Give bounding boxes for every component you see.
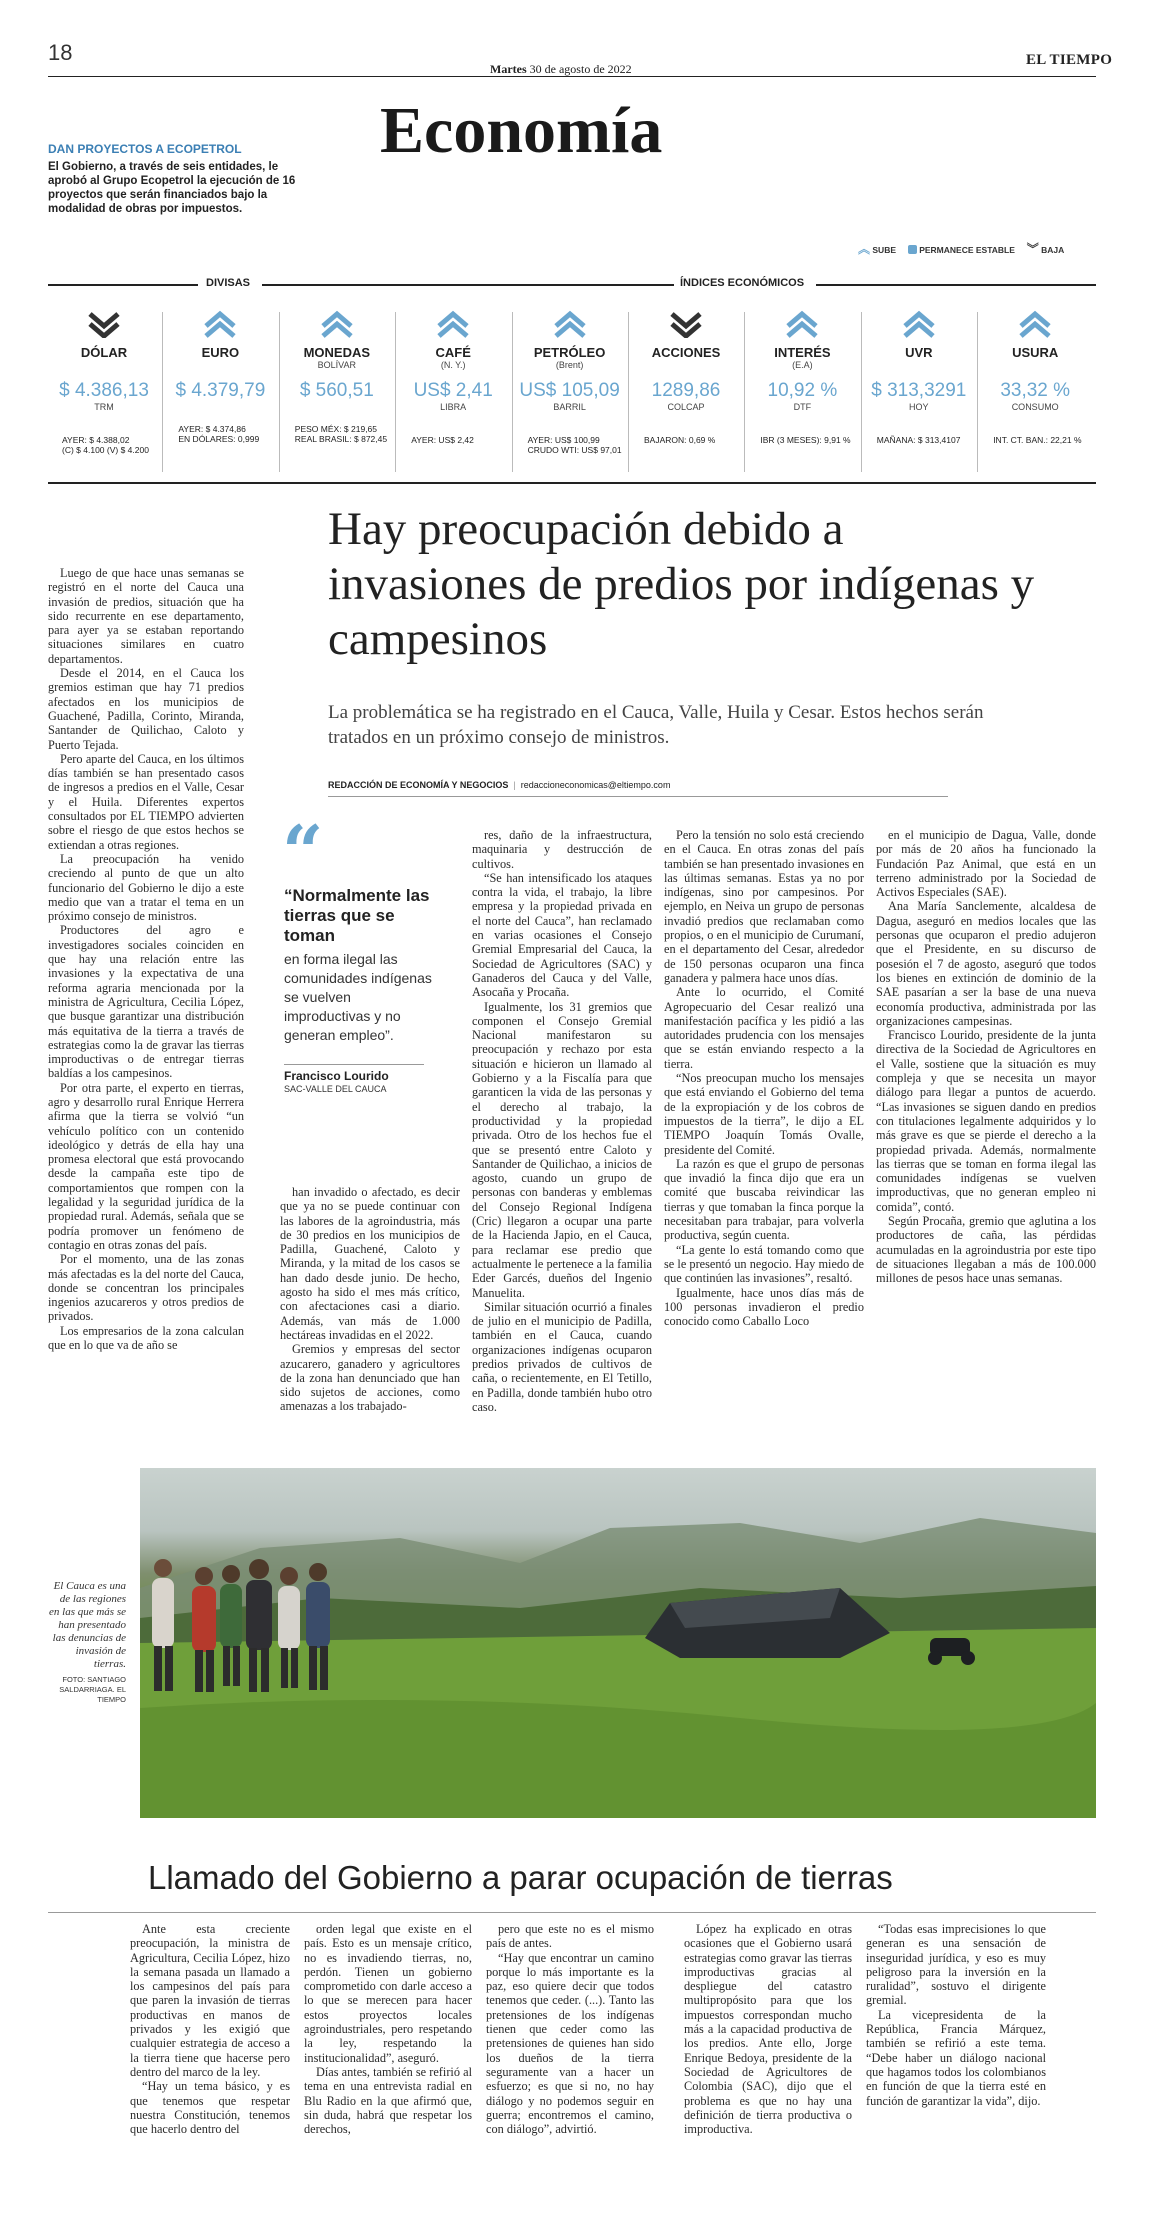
byline-separator: | bbox=[510, 780, 519, 790]
indicator-footnote-2: (C) $ 4.100 (V) $ 4.200 bbox=[62, 445, 149, 455]
indicator-footnote-1: AYER: US$ 2,42 bbox=[411, 435, 474, 445]
trend-down-icon bbox=[87, 310, 121, 338]
indicator-footnote bbox=[397, 435, 509, 445]
indicator-footnote-1: INT. CT. BAN.: 22,21 % bbox=[993, 435, 1082, 445]
up-legend-icon: ︽ bbox=[858, 242, 871, 256]
paragraph: Por otra parte, el experto en tierras, agro y desarrollo rural Enrique Herrera afirma que la tierra se volvió “un vehículo político con un contenido ideológico y detrás de ella hay una promesa electoral que está provocando desde la campaña este tipo de comportamientos que rompen con la legalidad y la seguridad jurídica de la propiedad rural. Además, señala que se podría promover un fenómeno de contagio en otras zonas del país. bbox=[48, 1080, 244, 1252]
indices-label: ÍNDICES ECONÓMICOS bbox=[680, 277, 805, 289]
trend-up-icon bbox=[785, 310, 819, 338]
legend-down: BAJA bbox=[1041, 245, 1065, 255]
legend-stable: PERMANECE ESTABLE bbox=[919, 245, 1015, 255]
paragraph: orden legal que existe en el país. Esto es un mensaje crítico, no es invadiendo tierras, no, perdón. Tienen un gobierno comprometido con darle acceso a lo que se merecen para hacer estos proyectos locales agroindustriales, pero respetando la ley, respetando la institucionalidad”, aseguró. bbox=[304, 1922, 472, 2065]
indicator-unit: BARRIL bbox=[553, 402, 586, 412]
indicator-divider bbox=[628, 312, 629, 472]
indicator-footnote-2: REAL BRASIL: $ 872,45 bbox=[294, 434, 388, 444]
pull-quote-role: SAC-VALLE DEL CAUCA bbox=[284, 1084, 387, 1094]
indicator-name: DÓLAR bbox=[80, 345, 128, 360]
paragraph: Similar situación ocurrió a finales de julio en el municipio de Padilla, también en el Cauca, cuando organizaciones indígenas ocuparon predios privados de cultivos de caña, o recientemente, en El Tetillo, en Padilla, donde también hubo otro caso. bbox=[472, 1299, 652, 1414]
indicator-unit: COLCAP bbox=[667, 402, 705, 412]
header-rule bbox=[48, 76, 1096, 77]
trend-up-icon bbox=[1018, 310, 1052, 338]
legend-up: SUBE bbox=[872, 245, 897, 255]
paragraph: Pero la tensión no solo está creciendo en el Cauca. En otras zonas del país también se han presentado invasiones en las últimas semanas. Estas ya no por indígenas, sino por campesinos. Por ejemplo, en Neiva un grupo de personas invadió predios que reclamaban como propios, o en el municipio de Curumaní, en el departamento del Cesar, alrededor de 150 personas ocuparon una finca ganadera y palmera hace unos días. bbox=[664, 828, 864, 985]
indicator-footnote-1: IBR (3 MESES): 9,91 % bbox=[760, 435, 851, 445]
indicator-monedas bbox=[281, 310, 393, 444]
indicator-subtitle bbox=[979, 360, 1091, 370]
brief-kicker: DAN PROYECTOS A ECOPETROL bbox=[48, 142, 242, 156]
paragraph: “Se han intensificado los ataques contra la vida, el trabajo, la libre empresa y la propiedad privada en el norte del Cauca”, han reclamado en varias ocasiones el Consejo Gremial Empresarial del Cauca, la Sociedad de Agricultores (SAC) y Ganaderos del Cauca y del Valle, Asocaña y Procaña. bbox=[472, 870, 652, 1000]
photo-caption: El Cauca es una de las regiones en las que más se han presentado las denuncias de invasión de tierras. bbox=[49, 1580, 126, 1670]
pull-quote: “Normalmente las tierras que se toman bbox=[284, 886, 430, 945]
indicator-footnote-1: BAJARON: 0,69 % bbox=[644, 435, 716, 445]
paragraph: Productores del agro e investigadores sociales coinciden en que hay una relación entre las invasiones y la expectativa de una reforma agraria mencionada por la ministra de Agricultura, Cecilia López, que busque garantizar una distribución más equitativa de la tierra a través de estrategias como la de gravar las tierras improductivas o de entregar tierras baldías a los campesinos. bbox=[48, 923, 244, 1081]
paragraph: Días antes, también se refirió al tema en una entrevista radial en Blu Radio en la que afirmó que, sin duda, habrá que respetar los derechos, bbox=[304, 2064, 472, 2137]
indicator-footnote bbox=[48, 435, 160, 455]
paragraph: Por el momento, una de las zonas más afectadas es la del norte del Cauca, donde se concentran los principales ingenios azucareros y otros predios de privados. bbox=[48, 1252, 244, 1324]
indicator-footnote bbox=[979, 435, 1091, 445]
indicator-subtitle bbox=[164, 360, 276, 370]
paragraph: Ana María Sanclemente, alcaldesa de Dagua, aseguró en medios locales que las personas que ocuparon el predio adujeron que el Presidente, en su discurso de posesión el 7 de agosto, aseguró que todos los bienes en extinción de dominio de la SAE pasarían a ser la base de una nueva economía productiva, administrada por las organizaciones campesinas. bbox=[876, 899, 1096, 1028]
down-legend-icon: ︾ bbox=[1026, 242, 1039, 256]
indicator-footnote bbox=[164, 424, 276, 444]
indicator-divider bbox=[395, 312, 396, 472]
indicator-uvr bbox=[863, 310, 975, 445]
indicator-footnote-2: CRUDO WTI: US$ 97,01 bbox=[527, 445, 622, 455]
divisas-label: DIVISAS bbox=[206, 277, 251, 289]
indicator-value: $ 560,51 bbox=[299, 380, 374, 401]
indicator-footnote bbox=[514, 435, 626, 455]
dateline-day: Martes bbox=[490, 62, 527, 76]
trend-up-icon bbox=[436, 310, 470, 338]
indicator-dolar bbox=[48, 310, 160, 455]
paragraph: “Hay un tema básico, y es que tenemos que respetar nuestra Constitución, tenemos que hacerlo dentro del bbox=[130, 2079, 290, 2137]
indicator-name: USURA bbox=[1012, 345, 1059, 360]
stable-legend-icon bbox=[908, 245, 917, 254]
indicator-unit: HOY bbox=[909, 402, 929, 412]
paragraph: han invadido o afectado, es decir que ya no se puede continuar con las labores de la agroindustria, más de 30 predios en los municipios de Padilla, Guachené, Caloto y Miranda, y la mitad de los casos se han dado desde junio. De hecho, agosto ha sido el mes más crítico, con afectaciones casi a diario. Además, van más de 1.000 hectáreas invadidas en el 2022. bbox=[280, 1185, 460, 1342]
article2-column-2 bbox=[304, 1922, 472, 2136]
trend-down-icon bbox=[669, 310, 703, 338]
paragraph: La vicepresidenta de la República, Francia Márquez, también se refirió a este tema. “Debe haber un diálogo nacional que hagamos todos los colombianos en función de que la tierra esté en función de garantizar la vida”, dijo. bbox=[866, 2007, 1046, 2108]
paragraph: Según Procaña, gremio que aglutina a los productores de caña, las pérdidas acumuladas en la agroindustria por este tipo de situaciones llegaban a más de 100.000 millones de pesos hace unas semanas. bbox=[876, 1214, 1096, 1286]
article1-column-5 bbox=[876, 828, 1096, 1286]
paragraph: Gremios y empresas del sector azucarero, ganadero y agricultores de la zona han denunciado que han sido sujetos de acciones, como amenazas a los trabajado- bbox=[280, 1342, 460, 1414]
trend-legend bbox=[858, 240, 1064, 257]
indicator-interes bbox=[746, 310, 858, 445]
paragraph: res, daño de la infraestructura, maquinaria y destrucción de cultivos. bbox=[472, 828, 652, 871]
dateline-date: 30 de agosto de 2022 bbox=[529, 62, 632, 76]
indicator-divider bbox=[744, 312, 745, 472]
indicators-rule-mid bbox=[262, 284, 674, 286]
article1-column-2 bbox=[280, 1185, 460, 1414]
paragraph: Desde el 2014, en el Cauca los gremios estiman que hay 71 predios afectados en los municipios de Guachené, Padilla, Corinto, Miranda, Santander de Quilichao, Caloto y Puerto Tejada. bbox=[48, 666, 244, 752]
paragraph: pero que este no es el mismo país de antes. bbox=[486, 1922, 654, 1951]
article1-column-3 bbox=[472, 828, 652, 1414]
indicator-usura bbox=[979, 310, 1091, 445]
paragraph: “La gente lo está tomando como que se le presentó un negocio. Hay miedo de que continúen las invasiones”, resaltó. bbox=[664, 1242, 864, 1286]
indicator-name: EURO bbox=[201, 345, 240, 360]
indicator-divider bbox=[512, 312, 513, 472]
indicator-subtitle: (Brent) bbox=[555, 360, 584, 370]
indicator-divider bbox=[162, 312, 163, 472]
paragraph: “Nos preocupan mucho los mensajes que está enviando el Gobierno del tema de la expropiación y de los cobros de impuestos de la tierra”, le dijo a EL TIEMPO Joaquín Tomás Ovalle, presidente del Comité. bbox=[664, 1071, 864, 1157]
indicator-footnote-2: EN DÓLARES: 0,999 bbox=[178, 434, 260, 444]
indicator-footnote-1: AYER: $ 4.374,86 bbox=[178, 424, 246, 434]
dateline bbox=[490, 62, 632, 77]
indicator-subtitle: (N. Y.) bbox=[440, 360, 466, 370]
indicator-subtitle: BOLÍVAR bbox=[317, 360, 356, 370]
indicator-name: INTERÉS bbox=[774, 345, 831, 360]
indicator-value: 1289,86 bbox=[651, 380, 721, 401]
paragraph: Pero aparte del Cauca, en los últimos días también se han presentado casos de ingresos a predios en el Valle, Cesar y el Huila. Diferentes expertos consultados por EL TIEMPO advierten sobre el riesgo de que estos hechos se extiendan a otras regiones. bbox=[48, 751, 244, 852]
indicator-value: US$ 2,41 bbox=[413, 380, 493, 401]
pull-quote-rest: en forma ilegal las comunidades indígenas se vuelven improductivas y no generan empleo”. bbox=[284, 951, 432, 1043]
field-photo-illustration bbox=[140, 1468, 1096, 1818]
pull-quote-author: Francisco Lourido bbox=[284, 1069, 389, 1083]
paragraph: Igualmente, hace unos días más de 100 personas invadieron el predio conocido como Caballo Loco bbox=[664, 1285, 864, 1329]
trend-up-icon bbox=[902, 310, 936, 338]
indicator-acciones bbox=[630, 310, 742, 445]
pull-quote-rule bbox=[284, 1064, 424, 1065]
field-photo bbox=[140, 1468, 1096, 1818]
indicator-value: $ 4.379,79 bbox=[175, 380, 266, 401]
paragraph: en el municipio de Dagua, Valle, donde por más de 20 años ha funcionado la Fundación Paz Animal, que está en un terreno administrado por la Sociedad de Activos Especiales (SAE). bbox=[876, 828, 1096, 900]
brief-text: El Gobierno, a través de seis entidades, le aprobó al Grupo Ecopetrol la ejecución de 16 proyectos que serán financiados bajo la modalidad de obras por impuestos. bbox=[48, 161, 296, 215]
indicator-unit: LIBRA bbox=[440, 402, 467, 412]
indicator-unit: DTF bbox=[793, 402, 812, 412]
indicator-footnote-1: AYER: US$ 100,99 bbox=[527, 435, 600, 445]
indicator-unit: TRM bbox=[94, 402, 114, 412]
article2-headline: Llamado del Gobierno a parar ocupación de tierras bbox=[148, 1859, 893, 1896]
byline-desk: REDACCIÓN DE ECONOMÍA Y NEGOCIOS bbox=[328, 780, 509, 790]
section-title: Economía bbox=[380, 94, 663, 167]
indicator-subtitle bbox=[48, 360, 160, 370]
paragraph: “Todas esas imprecisiones lo que generan es una sensación de inseguridad jurídica, y eso es muy peligroso para la inversión en la ruralidad”, sostuvo el dirigente gremial. bbox=[866, 1922, 1046, 2008]
indicator-name: ACCIONES bbox=[651, 345, 721, 360]
indicator-footnote-1: AYER: $ 4.388,02 bbox=[62, 435, 130, 445]
indicator-divider bbox=[977, 312, 978, 472]
photo-credit: FOTO: SANTIAGO SALDARRIAGA. EL TIEMPO bbox=[59, 1675, 126, 1704]
paragraph: “Hay que encontrar un camino porque lo más importante es la paz, eso quiere decir que todos tenemos que ceder. (...). Tanto las pretensiones de los indígenas tienen que ceder como las pretensiones de quienes han sido los dueños de la tierra seguramente van a hacer un esfuerzo; es que si no, no hay diálogo y no podemos seguir en guerra; encontremos el camino, con diálogo”, advirtió. bbox=[486, 1950, 654, 2137]
article2-column-4 bbox=[684, 1922, 852, 2136]
article-headline: Hay preocupación debido a invasiones de predios por indígenas y campesinos bbox=[328, 503, 1035, 665]
paragraph: Los empresarios de la zona calculan que en lo que va de año se bbox=[48, 1323, 244, 1353]
article2-rule bbox=[48, 1912, 1096, 1913]
photo-caption-block bbox=[48, 1580, 126, 1705]
indicator-footnote-1: PESO MÉX: $ 219,65 bbox=[294, 424, 378, 434]
indicator-footnote bbox=[281, 424, 393, 444]
paragraph: Igualmente, los 31 gremios que componen el Consejo Gremial Nacional manifestaron su preocupación y rechazo por esta situación e hicieron un llamado al Gobierno y a la Fiscalía para que garanticen la vida de las personas y el derecho al trabajo, la productividad y la propiedad privada. Otro de los hechos fue el que se presentó entre Caloto y Santander de Quilichao, a inicios de agosto, cuando un grupo de personas con banderas y emblemas del Consejo Regional Indígena (Cric) llegaron a ocupar una parte de la Hacienda Japio, en el Cauca, para reclamar ese predio que actualmente le pertenece a la familia Eder Garcés, dueños del Ingenio Manuelita. bbox=[472, 999, 652, 1300]
indicator-value: $ 4.386,13 bbox=[59, 380, 149, 401]
indicator-name: CAFÉ bbox=[435, 345, 471, 360]
paragraph: Francisco Lourido, presidente de la junta directiva de la Sociedad de Agricultores en el Valle, sostiene que la situación es muy compleja y que se necesita un mayor diálogo para llegar a puntos de acuerdo. “Las invasiones se siguen dando en predios con titulaciones legalmente adquiridos y lo más grave es que se pierde el derecho a la propiedad privada. Además, normalmente las tierras que se toman en forma ilegal las comunidades indígenas se vuelven improductivas, que no generan empleo ni comida”, contó. bbox=[876, 1028, 1096, 1214]
quote-mark-icon: “ bbox=[282, 809, 324, 894]
indicators-bottom-rule bbox=[48, 482, 1096, 484]
indicator-subtitle: (E.A) bbox=[792, 360, 813, 370]
indicator-footnote bbox=[630, 435, 742, 445]
indicator-value: $ 313,3291 bbox=[871, 380, 967, 401]
indicators-rule-left bbox=[48, 284, 198, 286]
page-number: 18 bbox=[48, 40, 73, 65]
indicator-subtitle bbox=[630, 360, 742, 370]
brand-logo: EL TIEMPO bbox=[1026, 52, 1113, 68]
article2-column-3 bbox=[486, 1922, 654, 2136]
paragraph: Ante lo ocurrido, el Comité Agropecuario del Cesar realizó una manifestación pacífica y les pidió a las autoridades prudencia con los mensajes que se están enviando respecto a la tierra. bbox=[664, 985, 864, 1071]
indicator-cafe bbox=[397, 310, 509, 445]
indicator-name: UVR bbox=[905, 345, 933, 360]
indicator-value: 33,32 % bbox=[1000, 380, 1071, 401]
indicator-euro bbox=[164, 310, 276, 444]
byline bbox=[328, 780, 670, 790]
article-deck: La problemática se ha registrado en el Cauca, Valle, Huila y Cesar. Estos hechos serán tratados en un próximo consejo de ministros. bbox=[328, 702, 984, 748]
indicator-name: PETRÓLEO bbox=[533, 345, 606, 360]
indicator-footnote bbox=[863, 435, 975, 445]
paragraph: Luego de que hace unas semanas se registró en el norte del Cauca una invasión de predios, situación que ha sido recurrente en ese departamento, para ayer ya se estaban reportando situaciones similares en cuatro departamentos. bbox=[48, 566, 244, 666]
indicator-subtitle bbox=[863, 360, 975, 370]
indicator-name: MONEDAS bbox=[303, 345, 371, 360]
byline-rule bbox=[328, 796, 948, 797]
trend-up-icon bbox=[320, 310, 354, 338]
indicator-footnote bbox=[746, 435, 858, 445]
indicators-rule-right bbox=[816, 284, 1096, 286]
indicator-divider bbox=[861, 312, 862, 472]
byline-email: redaccioneconomicas@eltiempo.com bbox=[520, 780, 671, 790]
indicator-petroleo bbox=[514, 310, 626, 455]
article1-column-1 bbox=[48, 566, 244, 1352]
paragraph: Ante esta creciente preocupación, la ministra de Agricultura, Cecilia López, hizo la semana pasada un llamado a los campesinos del país para que paren la invasión de tierras productivas en manos de privados y les exigió que cualquier estrategia de acceso a la tierra tiene que hacerse pero dentro del marco de la ley. bbox=[130, 1922, 290, 2079]
indicator-value: 10,92 % bbox=[767, 380, 838, 401]
indicator-footnote-1: MAÑANA: $ 313,4107 bbox=[876, 435, 961, 445]
paragraph: La razón es que el grupo de personas que invadió la finca dijo que era un comité que buscaba reivindicar las tierras y que tomaban la finca porque la necesitaban para trabajar, para volverla productiva, según cuenta. bbox=[664, 1156, 864, 1243]
paragraph: López ha explicado en otras ocasiones que el Gobierno usará estrategias como gravar las tierras improductivas gracias al despliegue del catastro multipropósito para que los impuestos correspondan mucho más a la capacidad productiva de los predios. Ante ello, Jorge Enrique Bedoya, presidente de la Sociedad de Agricultores de Colombia (SAC), dijo que el problema es que no hay una definición de tierra productiva o improductiva. bbox=[684, 1922, 852, 2137]
trend-up-icon bbox=[203, 310, 237, 338]
article2-column-1 bbox=[130, 1922, 290, 2136]
indicator-value: US$ 105,09 bbox=[519, 380, 620, 401]
trend-up-icon bbox=[553, 310, 587, 338]
indicator-divider bbox=[279, 312, 280, 472]
paragraph: La preocupación ha venido creciendo al punto de que un alto funcionario del Gobierno le dijo a este medio que van a tratar el tema en un próximo consejo de ministros. bbox=[48, 851, 244, 924]
article1-column-4 bbox=[664, 828, 864, 1328]
indicator-unit: CONSUMO bbox=[1011, 402, 1059, 412]
article2-column-5 bbox=[866, 1922, 1046, 2108]
